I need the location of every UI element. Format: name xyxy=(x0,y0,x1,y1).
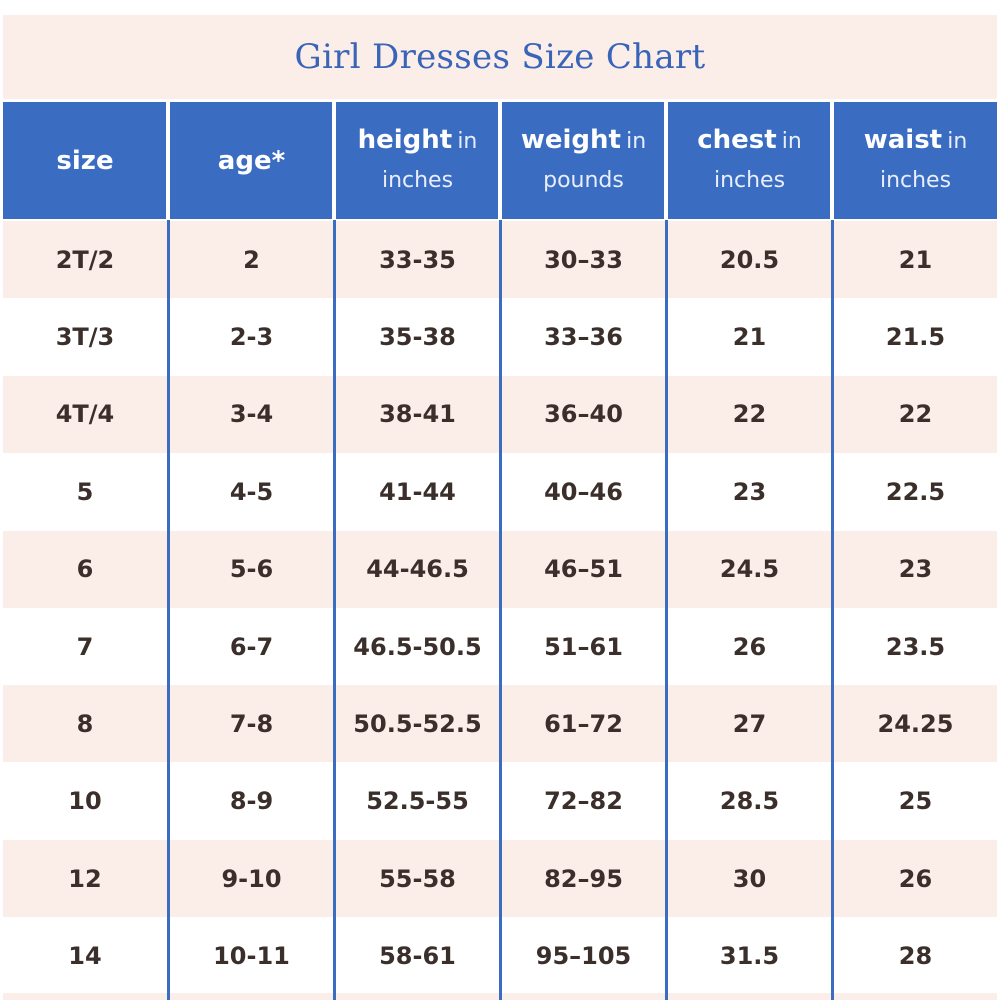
header-waist xyxy=(834,102,997,219)
cell-size: 3T/3 xyxy=(55,322,115,351)
cell-age: 10-11 xyxy=(213,942,290,971)
cell-age: 2 xyxy=(243,245,260,274)
cell-chest: 22 xyxy=(732,400,767,429)
header-weight-label: weight xyxy=(520,125,621,155)
cell-size: 8 xyxy=(76,709,94,738)
cell-size: 10 xyxy=(68,787,102,816)
cell-size: 12 xyxy=(68,864,102,893)
header-gap xyxy=(830,100,834,220)
header-age xyxy=(170,102,333,219)
cell-size: 5 xyxy=(76,477,94,506)
cell-waist: 21 xyxy=(898,245,933,274)
cell-waist: 26 xyxy=(898,864,933,893)
header-height-unit: inches xyxy=(381,168,454,193)
cell-size: 4T/4 xyxy=(55,400,115,429)
cell-chest: 28.5 xyxy=(719,787,780,816)
header-height-in: in xyxy=(457,129,478,154)
cell-size: 14 xyxy=(68,942,102,971)
cell-age: 8-9 xyxy=(229,787,274,816)
cell-weight: 51–61 xyxy=(544,632,623,661)
header-chest-in: in xyxy=(781,129,802,154)
cell-waist: 23.5 xyxy=(885,632,946,661)
cell-weight: 36–40 xyxy=(544,400,623,429)
cell-chest: 21 xyxy=(732,322,767,351)
header-gap xyxy=(664,100,668,220)
header-age-label: age* xyxy=(217,145,286,176)
cell-height: 38-41 xyxy=(379,400,456,429)
cell-waist: 24.25 xyxy=(877,709,954,738)
column-divider xyxy=(831,100,834,1000)
cell-waist: 22.5 xyxy=(885,477,946,506)
cell-weight: 72–82 xyxy=(544,787,623,816)
cell-age: 9-10 xyxy=(221,864,282,893)
header-waist-unit: inches xyxy=(879,168,952,193)
cell-age: 7-8 xyxy=(229,709,274,738)
cell-size: 2T/2 xyxy=(55,245,115,274)
cell-height: 41-44 xyxy=(379,477,456,506)
cell-chest: 27 xyxy=(732,709,767,738)
header-gap xyxy=(498,100,502,220)
cell-chest: 26 xyxy=(732,632,767,661)
cell-size: 7 xyxy=(76,632,94,661)
title-bar xyxy=(3,15,997,99)
column-divider xyxy=(499,100,502,1000)
cell-height: 55-58 xyxy=(379,864,456,893)
header-chest xyxy=(668,102,831,219)
header-waist-in: in xyxy=(947,129,968,154)
cell-chest: 24.5 xyxy=(719,555,780,584)
cell-weight: 46–51 xyxy=(544,555,623,584)
header-size xyxy=(3,102,167,219)
cell-height: 58-61 xyxy=(379,942,456,971)
column-divider xyxy=(333,100,336,1000)
cell-weight: 61–72 xyxy=(544,709,623,738)
header-gap xyxy=(166,100,170,220)
cell-age: 2-3 xyxy=(229,322,274,351)
header-weight-unit: pounds xyxy=(543,168,624,193)
cell-weight: 40–46 xyxy=(544,477,623,506)
column-divider xyxy=(167,100,170,1000)
cell-chest: 30 xyxy=(732,864,767,893)
cell-age: 6-7 xyxy=(229,632,274,661)
chart-title: Girl Dresses Size Chart xyxy=(294,37,706,77)
header-chest-unit: inches xyxy=(713,168,786,193)
header-weight-in: in xyxy=(626,129,647,154)
cell-chest: 31.5 xyxy=(719,942,780,971)
header-gap xyxy=(332,100,336,220)
cell-waist: 21.5 xyxy=(885,322,946,351)
cell-height: 35-38 xyxy=(379,322,456,351)
cell-size: 6 xyxy=(76,555,94,584)
cell-weight: 95–105 xyxy=(535,942,632,971)
header-height-label: height xyxy=(357,125,453,155)
cell-height: 46.5-50.5 xyxy=(353,632,482,661)
cell-waist: 22 xyxy=(898,400,933,429)
header-size-label: size xyxy=(56,145,114,176)
cell-waist: 28 xyxy=(898,942,933,971)
cell-height: 50.5-52.5 xyxy=(353,709,482,738)
cell-chest: 23 xyxy=(732,477,767,506)
cell-age: 5-6 xyxy=(229,555,274,584)
column-divider xyxy=(665,100,668,1000)
header-height xyxy=(336,102,499,219)
header-weight xyxy=(502,102,665,219)
cell-weight: 82–95 xyxy=(544,864,623,893)
cell-height: 44-46.5 xyxy=(366,555,469,584)
cell-waist: 23 xyxy=(898,555,933,584)
cell-age: 4-5 xyxy=(229,477,274,506)
cell-waist: 25 xyxy=(898,787,933,816)
header-waist-label: waist xyxy=(863,125,943,155)
cell-height: 33-35 xyxy=(379,245,456,274)
cell-weight: 30–33 xyxy=(544,245,623,274)
header-chest-label: chest xyxy=(697,125,777,155)
cell-height: 52.5-55 xyxy=(366,787,469,816)
cell-chest: 20.5 xyxy=(719,245,780,274)
cell-age: 3-4 xyxy=(229,400,274,429)
cell-weight: 33–36 xyxy=(544,322,623,351)
